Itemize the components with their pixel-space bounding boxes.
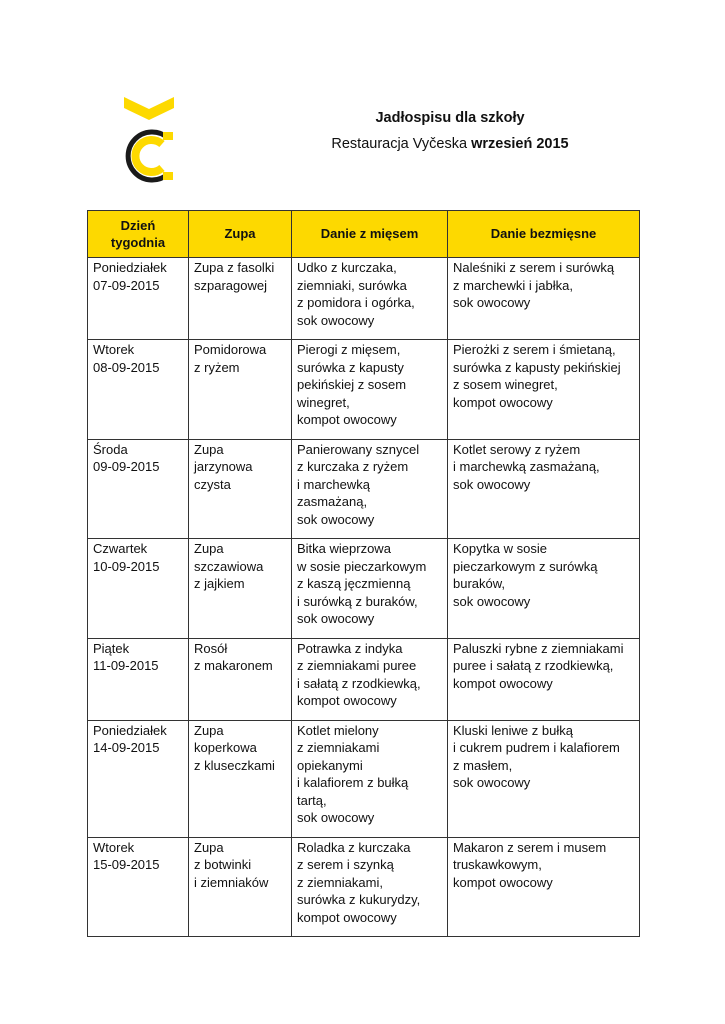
day-cell: Wtorek 15-09-2015 (88, 837, 189, 937)
table-header-row (88, 211, 640, 258)
restaurant-name: Restauracja Vyčeska (331, 136, 468, 152)
header-meat-dish: Danie z mięsem (292, 211, 448, 258)
table-row (88, 837, 640, 937)
table-row (88, 539, 640, 639)
header-day: Dzień tygodnia (88, 211, 189, 258)
vegetarian-dish-cell: Makaron z serem i musem truskawkowym, kompot owocowy (448, 837, 640, 937)
document-header (300, 108, 600, 154)
day-cell: Piątek 11-09-2015 (88, 638, 189, 720)
table-row (88, 439, 640, 539)
document-subtitle (300, 134, 600, 154)
document-title: Jadłospisu dla szkoły (375, 110, 525, 126)
meat-dish-cell: Potrawka z indyka z ziemniakami puree i sałatą z rzodkiewką, kompot owocowy (292, 638, 448, 720)
soup-cell: Rosół z makaronem (189, 638, 292, 720)
table-row (88, 340, 640, 440)
vegetarian-dish-cell: Kotlet serowy z ryżem i marchewką zasmażaną, sok owocowy (448, 439, 640, 539)
vegetarian-dish-cell: Paluszki rybne z ziemniakami puree i sałatą z rzodkiewką, kompot owocowy (448, 638, 640, 720)
table-row (88, 720, 640, 837)
meat-dish-cell: Udko z kurczaka, ziemniaki, surówka z pomidora i ogórka, sok owocowy (292, 258, 448, 340)
menu-month: wrzesień 2015 (471, 136, 569, 152)
soup-cell: Zupa szczawiowa z jajkiem (189, 539, 292, 639)
day-cell: Czwartek 10-09-2015 (88, 539, 189, 639)
vegetarian-dish-cell: Kopytka w sosie pieczarkowym z surówką buraków, sok owocowy (448, 539, 640, 639)
table-row (88, 258, 640, 340)
meat-dish-cell: Panierowany sznycel z kurczaka z ryżem i marchewką zasmażaną, sok owocowy (292, 439, 448, 539)
day-cell: Wtorek 08-09-2015 (88, 340, 189, 440)
header-soup: Zupa (189, 211, 292, 258)
soup-cell: Zupa jarzynowa czysta (189, 439, 292, 539)
table-row (88, 638, 640, 720)
restaurant-logo (118, 90, 180, 190)
day-cell: Środa 09-09-2015 (88, 439, 189, 539)
day-cell: Poniedziałek 07-09-2015 (88, 258, 189, 340)
soup-cell: Zupa z fasolki szparagowej (189, 258, 292, 340)
menu-table (87, 210, 640, 937)
vegetarian-dish-cell: Pierożki z serem i śmietaną, surówka z kapusty pekińskiej z sosem winegret, kompot owocowy (448, 340, 640, 440)
soup-cell: Zupa z botwinki i ziemniaków (189, 837, 292, 937)
vegetarian-dish-cell: Naleśniki z serem i surówką z marchewki i jabłka, sok owocowy (448, 258, 640, 340)
soup-cell: Zupa koperkowa z kluseczkami (189, 720, 292, 837)
meat-dish-cell: Pierogi z mięsem, surówka z kapusty pekińskiej z sosem winegret, kompot owocowy (292, 340, 448, 440)
meat-dish-cell: Bitka wieprzowa w sosie pieczarkowym z kaszą jęczmienną i surówką z buraków, sok owocowy (292, 539, 448, 639)
meat-dish-cell: Roladka z kurczaka z serem i szynką z ziemniakami, surówka z kukurydzy, kompot owocowy (292, 837, 448, 937)
header-vegetarian-dish: Danie bezmięsne (448, 211, 640, 258)
day-cell: Poniedziałek 14-09-2015 (88, 720, 189, 837)
vegetarian-dish-cell: Kluski leniwe z bułką i cukrem pudrem i kalafiorem z masłem, sok owocowy (448, 720, 640, 837)
soup-cell: Pomidorowa z ryżem (189, 340, 292, 440)
meat-dish-cell: Kotlet mielony z ziemniakami opiekanymi i kalafiorem z bułką tartą, sok owocowy (292, 720, 448, 837)
